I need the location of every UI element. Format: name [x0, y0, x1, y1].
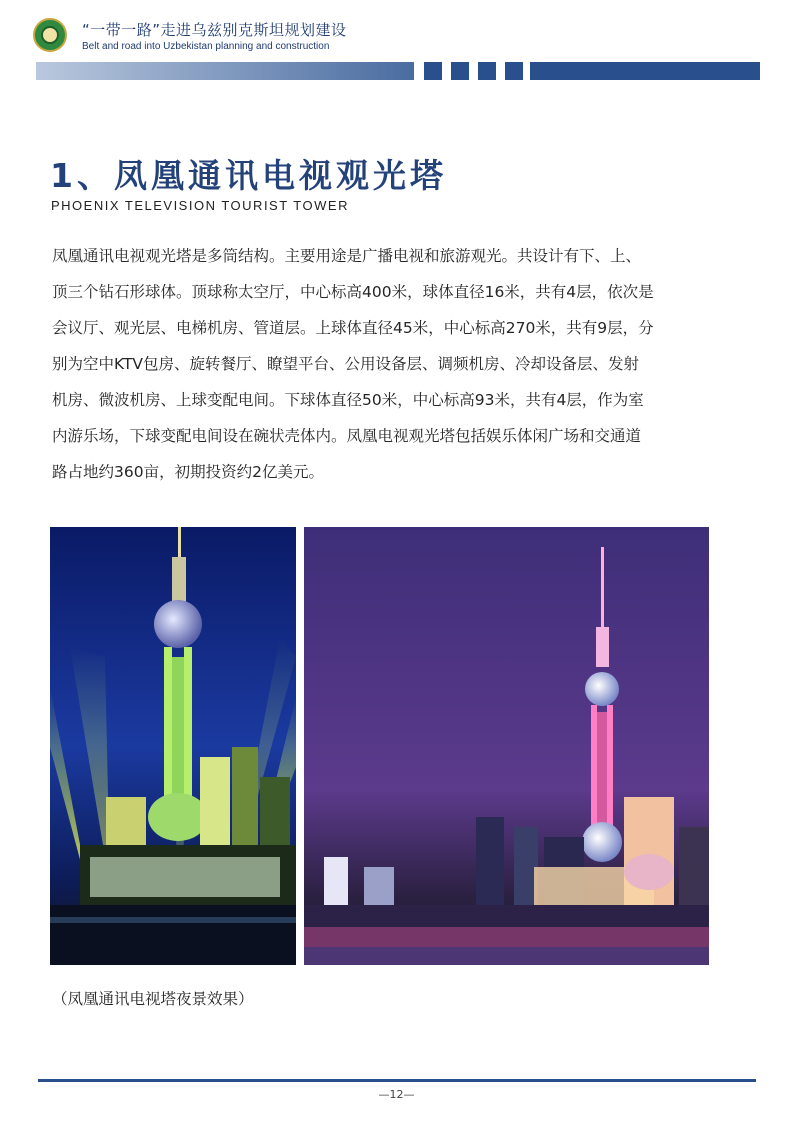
photo-caption: （凤凰通讯电视塔夜景效果）: [52, 990, 254, 1008]
section-title: 1、凤凰通讯电视观光塔: [50, 156, 447, 195]
tower-night-photo-left: [50, 527, 296, 965]
page-number: —12—: [378, 1088, 415, 1101]
organization-logo: [33, 18, 67, 52]
body-paragraph: [52, 238, 722, 490]
header-band-right: [530, 62, 760, 80]
page-header: [0, 0, 793, 90]
body-line: 凤凰通讯电视观光塔是多筒结构。主要用途是广播电视和旅游观光。共设计有下、上、: [52, 247, 642, 265]
header-square: [451, 62, 469, 80]
footer-divider: [38, 1079, 756, 1082]
body-line: 内游乐场，下球变配电间设在碗状壳体内。凤凰电视观光塔包括娱乐体闲广场和交通道: [52, 427, 642, 445]
section-subtitle: PHOENIX TELEVISION TOURIST TOWER: [51, 198, 349, 213]
header-band-left: [36, 62, 414, 80]
body-line: 别为空中KTV包房、旋转餐厅、瞭望平台、公用设备层、调频机房、冷却设备层、发射: [52, 355, 640, 373]
body-line: 顶三个钻石形球体。顶球称太空厅，中心标高400米，球体直径16米，共有4层，依次是: [52, 283, 654, 301]
header-square: [505, 62, 523, 80]
tower-night-photo-right: [304, 527, 709, 965]
body-line: 机房、微波机房、上球变配电间。下球体直径50米，中心标高93米，共有4层，作为室: [52, 391, 644, 409]
header-square: [424, 62, 442, 80]
header-square: [478, 62, 496, 80]
body-line: 会议厅、观光层、电梯机房、管道层。上球体直径45米，中心标高270米，共有9层，分: [52, 319, 654, 337]
header-title: “一带一路”走进乌兹别克斯坦规划建设: [82, 21, 347, 39]
header-subtitle: Belt and road into Uzbekistan planning and construction: [82, 41, 330, 52]
body-line: 路占地约360亩，初期投资约2亿美元。: [52, 463, 324, 481]
